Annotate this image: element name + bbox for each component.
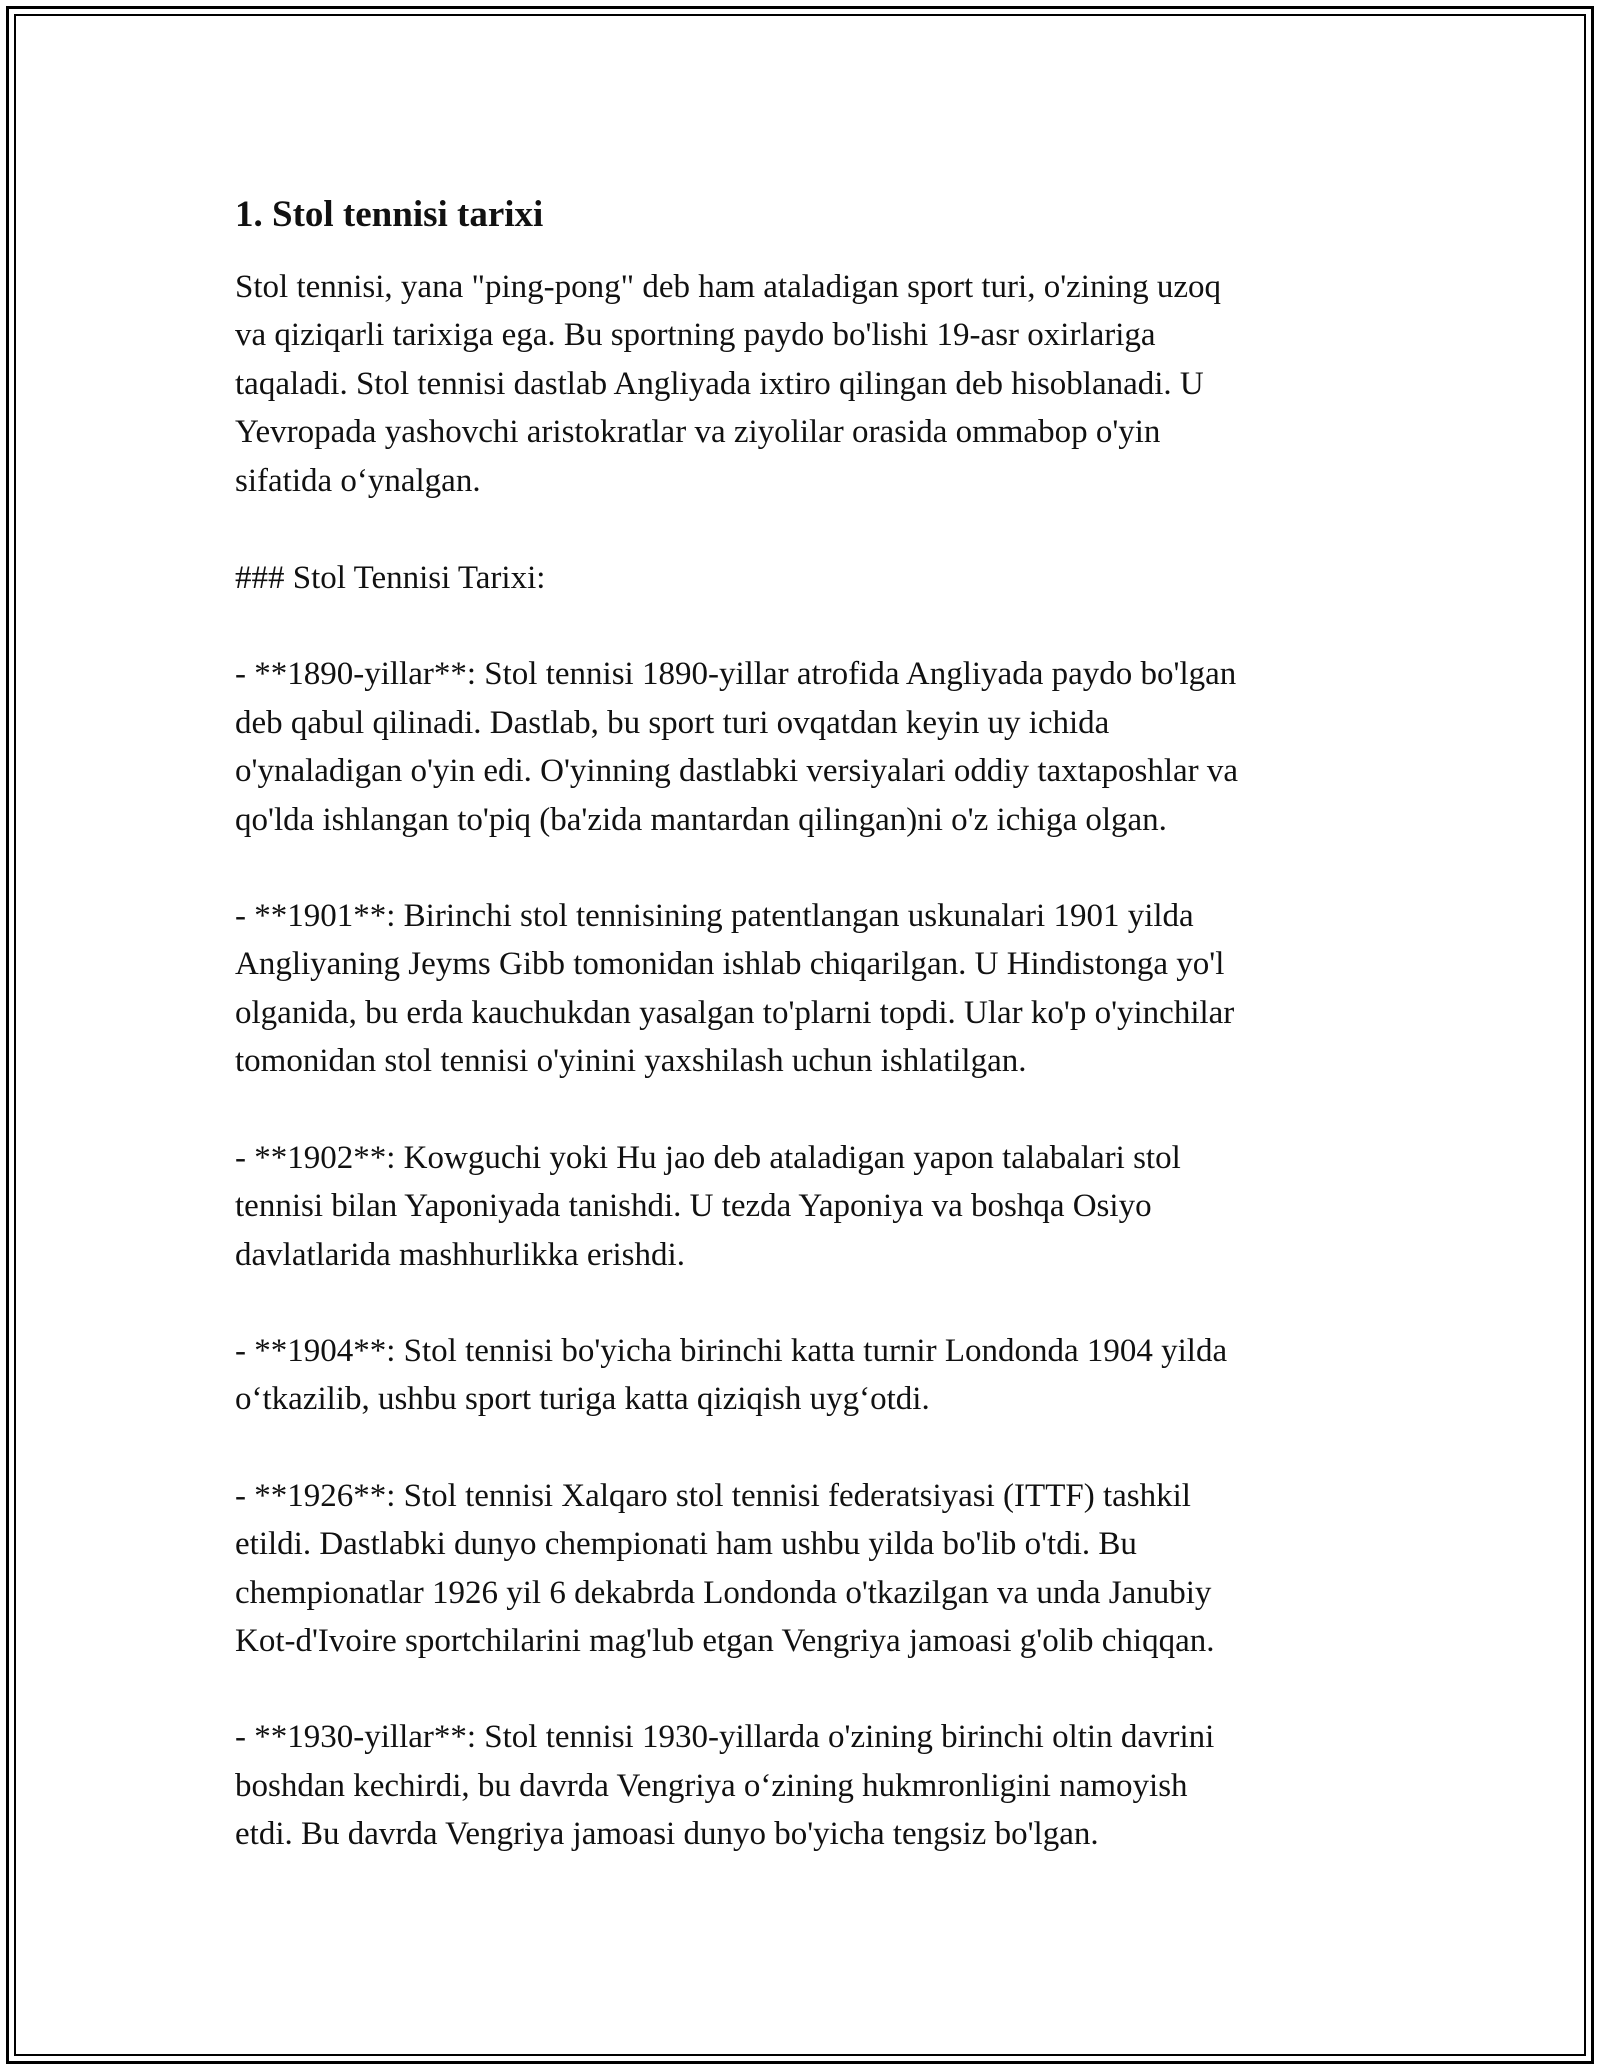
- timeline-entry-1926: - **1926**: Stol tennisi Xalqaro stol tennisi federatsiyasi (ITTF) tashkil etildi. Dastlabki dunyo chempionati ham ushbu yilda bo'lib o'tdi. Bu chempionatlar 1926 yil 6 dekabrda Londonda o'tkazilgan va unda Janubiy Kot-d'Ivoire sportchilarini mag'lub etgan Vengriya jamoasi g'olib chiqqan.: [235, 1477, 1215, 1659]
- intro-paragraph: Stol tennisi, yana "ping-pong" deb ham ataladigan sport turi, o'zining uzoq va qiziqarli tarixiga ega. Bu sportning paydo bo'lishi 19-asr oxirlariga taqaladi. Stol tennisi dastlab Angliyada ixtiro qilingan deb hisoblanadi. U Yevropada yashovchi aristokratlar va ziyolilar orasida ommabop o'yin sifatida o‘ynalgan.: [235, 269, 1222, 499]
- timeline-entry-1930: - **1930-yillar**: Stol tennisi 1930-yillarda o'zining birinchi oltin davrini boshdan kechirdi, bu davrda Vengriya o‘zining hukmronligini namoyish etdi. Bu davrda Vengriya jamoasi dunyo bo'yicha tengsiz bo'lgan.: [235, 1719, 1215, 1853]
- timeline-entry-1904: - **1904**: Stol tennisi bo'yicha birinchi katta turnir Londonda 1904 yilda o‘tkazilib, ushbu sport turiga katta qiziqish uyg‘otdi.: [235, 1332, 1228, 1418]
- timeline-entry-1890: - **1890-yillar**: Stol tennisi 1890-yillar atrofida Angliyada paydo bo'lgan deb qabul qilinadi. Dastlab, bu sport turi ovqatdan keyin uy ichida o'ynaladigan o'yin edi. O'yinning dastlabki versiyalari oddiy taxtaposhlar va qo'lda ishlangan to'piq (ba'zida mantardan qilingan)ni o'z ichiga olgan.: [235, 656, 1239, 838]
- timeline-entry-1901: - **1901**: Birinchi stol tennisining patentlangan uskunalari 1901 yilda Angliyaning Jeyms Gibb tomonidan ishlab chiqarilgan. U Hindistonga yo'l olganida, bu erda kauchukdan yasalgan to'plarni topdi. Ular ko'p o'yinchilar tomonidan stol tennisi o'yinini yaxshilash uchun ishlatilgan.: [235, 898, 1235, 1080]
- document-title: 1. Stol tennisi tarixi: [235, 194, 544, 235]
- timeline-entry-1902: - **1902**: Kowguchi yoki Hu jao deb ataladigan yapon talabalari stol tennisi bilan Yaponiyada tanishdi. U tezda Yaponiya va boshqa Osiyo davlatlarida mashhurlikka erishdi.: [235, 1139, 1181, 1273]
- section-heading: ### Stol Tennisi Tarixi:: [235, 560, 546, 597]
- document-body: [235, 180, 1365, 1859]
